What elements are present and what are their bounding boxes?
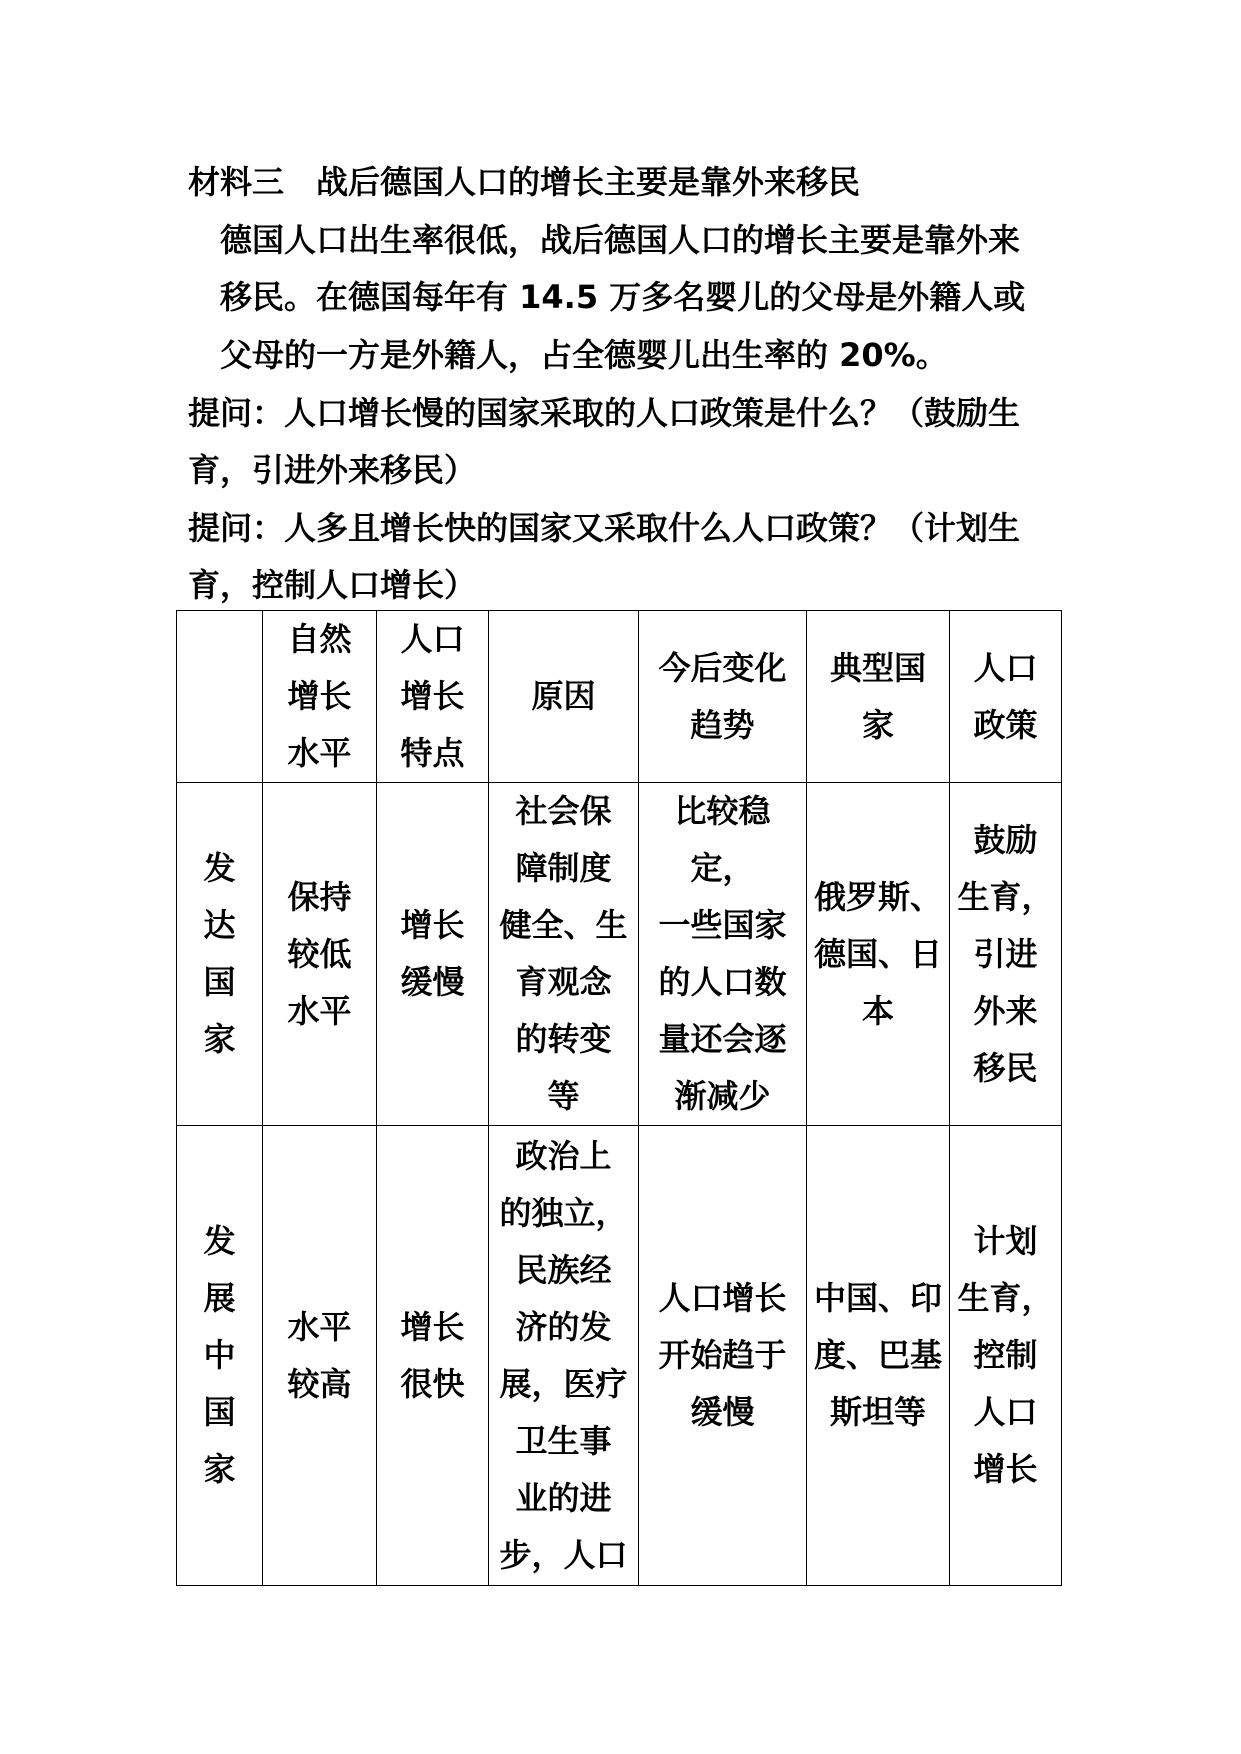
table-cell: 增长 很快 xyxy=(377,1126,489,1586)
material-line-2: 移民。在德国每年有 14.5 万多名婴儿的父母是外籍人或 xyxy=(220,278,1026,316)
table-row xyxy=(177,783,1062,1126)
table-cell: 社会保 障制度 健全、生 育观念 的转变 等 xyxy=(489,783,639,1126)
table-cell: 水平 较高 xyxy=(263,1126,377,1586)
header-cell-empty xyxy=(177,611,263,783)
table-cell: 俄罗斯、 德国、日 本 xyxy=(807,783,950,1126)
material-title: 材料三 战后德国人口的增长主要是靠外来移民 xyxy=(188,163,861,201)
header-typical-countries: 典型国 家 xyxy=(807,611,950,783)
question-1-line-2: 育，引进外来移民） xyxy=(188,451,477,489)
question-1-line-1: 提问：人口增长慢的国家采取的人口政策是什么？（鼓励生 xyxy=(188,394,1021,432)
question-2-line-2: 育，控制人口增长） xyxy=(188,566,477,604)
table-cell: 增长 缓慢 xyxy=(377,783,489,1126)
table-cell: 中国、印 度、巴基 斯坦等 xyxy=(807,1126,950,1586)
header-reasons: 原因 xyxy=(489,611,639,783)
row-label-developed: 发 达 国 家 xyxy=(177,783,263,1126)
table-cell: 人口增长 开始趋于 缓慢 xyxy=(639,1126,807,1586)
header-population-policy: 人口 政策 xyxy=(950,611,1062,783)
header-future-trend: 今后变化 趋势 xyxy=(639,611,807,783)
table-header-row xyxy=(177,611,1062,783)
header-growth-characteristics: 人口 增长 特点 xyxy=(377,611,489,783)
header-natural-growth-level: 自然 增长 水平 xyxy=(263,611,377,783)
table-cell: 保持 较低 水平 xyxy=(263,783,377,1126)
population-table xyxy=(176,610,1062,1586)
question-2-line-1: 提问：人多且增长快的国家又采取什么人口政策？（计划生 xyxy=(188,509,1021,547)
table-cell: 鼓励 生育， 引进 外来 移民 xyxy=(950,783,1062,1126)
table-cell: 政治上 的独立， 民族经 济的发 展，医疗 卫生事 业的进 步，人口 xyxy=(489,1126,639,1586)
material-line-1: 德国人口出生率很低，战后德国人口的增长主要是靠外来 xyxy=(220,221,1021,259)
table-row xyxy=(177,1126,1062,1586)
row-label-developing: 发 展 中 国 家 xyxy=(177,1126,263,1586)
material-line-3: 父母的一方是外籍人，占全德婴儿出生率的 20%。 xyxy=(220,336,948,374)
table-cell: 计划 生育， 控制 人口 增长 xyxy=(950,1126,1062,1586)
table-cell: 比较稳定， 一些国家 的人口数 量还会逐 渐减少 xyxy=(639,783,807,1126)
